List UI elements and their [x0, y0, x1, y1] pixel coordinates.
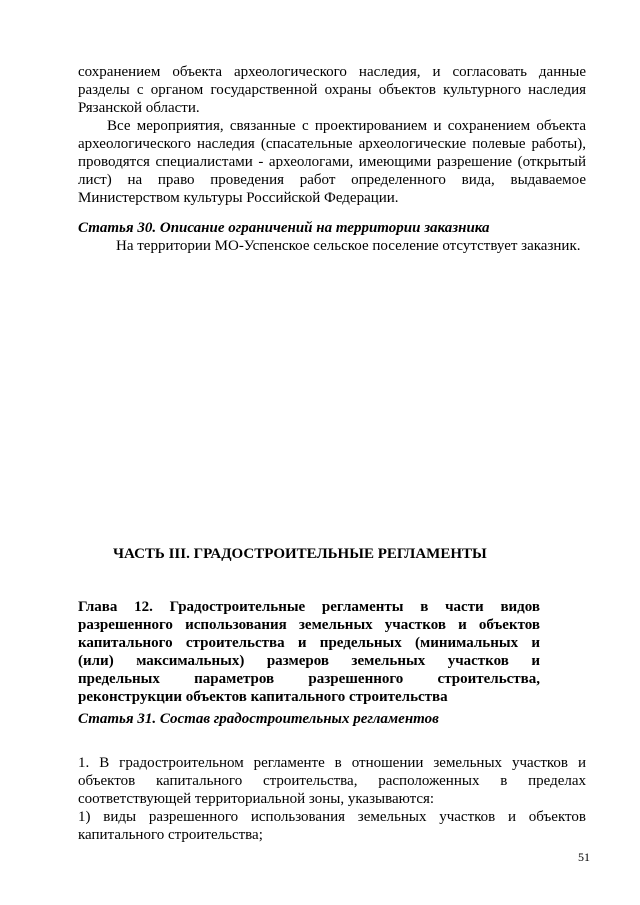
- paragraph-line: лист) на право проведения работ определенного вида, выдаваемое: [78, 172, 586, 188]
- article-31-heading: Статья 31. Состав градостроительных регламентов: [78, 711, 439, 727]
- list-item-line: капитального строительства;: [78, 827, 263, 843]
- article-30-text: На территории МО-Успенское сельское поселение отсутствует заказник.: [116, 238, 581, 254]
- chapter-heading-line: (или) максимальных) размеров земельных участков и: [78, 653, 540, 669]
- chapter-heading-line: реконструкции объектов капитального строительства: [78, 689, 448, 705]
- chapter-heading-line: разрешенного использования земельных участков и объектов: [78, 617, 540, 633]
- chapter-heading-line: предельных параметров разрешенного строительства,: [78, 671, 540, 687]
- paragraph-line: сохранением объекта археологического наследия, и согласовать данные: [78, 64, 586, 80]
- paragraph-line: Все мероприятия, связанные с проектированием и сохранением объекта: [107, 118, 586, 134]
- paragraph-line: Министерством культуры Российской Федерации.: [78, 190, 399, 206]
- page-number: 51: [578, 850, 590, 864]
- article-30-heading: Статья 30. Описание ограничений на территории заказника: [78, 220, 490, 236]
- paragraph-line: проводятся специалистами - археологами, имеющими разрешение (открытый: [78, 154, 586, 170]
- paragraph-line: археологического наследия (спасательные археологические полевые работы),: [78, 136, 586, 152]
- paragraph-line: Рязанской области.: [78, 100, 200, 116]
- paragraph-line: соответствующей территориальной зоны, указываются:: [78, 791, 435, 807]
- part-title: ЧАСТЬ III. ГРАДОСТРОИТЕЛЬНЫЕ РЕГЛАМЕНТЫ: [113, 546, 487, 562]
- chapter-heading-line: Глава 12. Градостроительные регламенты в части видов: [78, 599, 540, 615]
- list-item-line: 1) виды разрешенного использования земельных участков и объектов: [78, 809, 586, 825]
- paragraph-line: разделы с органом государственной охраны объектов культурного наследия: [78, 82, 586, 98]
- paragraph-line: 1. В градостроительном регламенте в отношении земельных участков и: [78, 755, 586, 771]
- chapter-heading-line: капитального строительства и предельных (минимальных и: [78, 635, 540, 651]
- paragraph-line: объектов капитального строительства, расположенных в пределах: [78, 773, 586, 789]
